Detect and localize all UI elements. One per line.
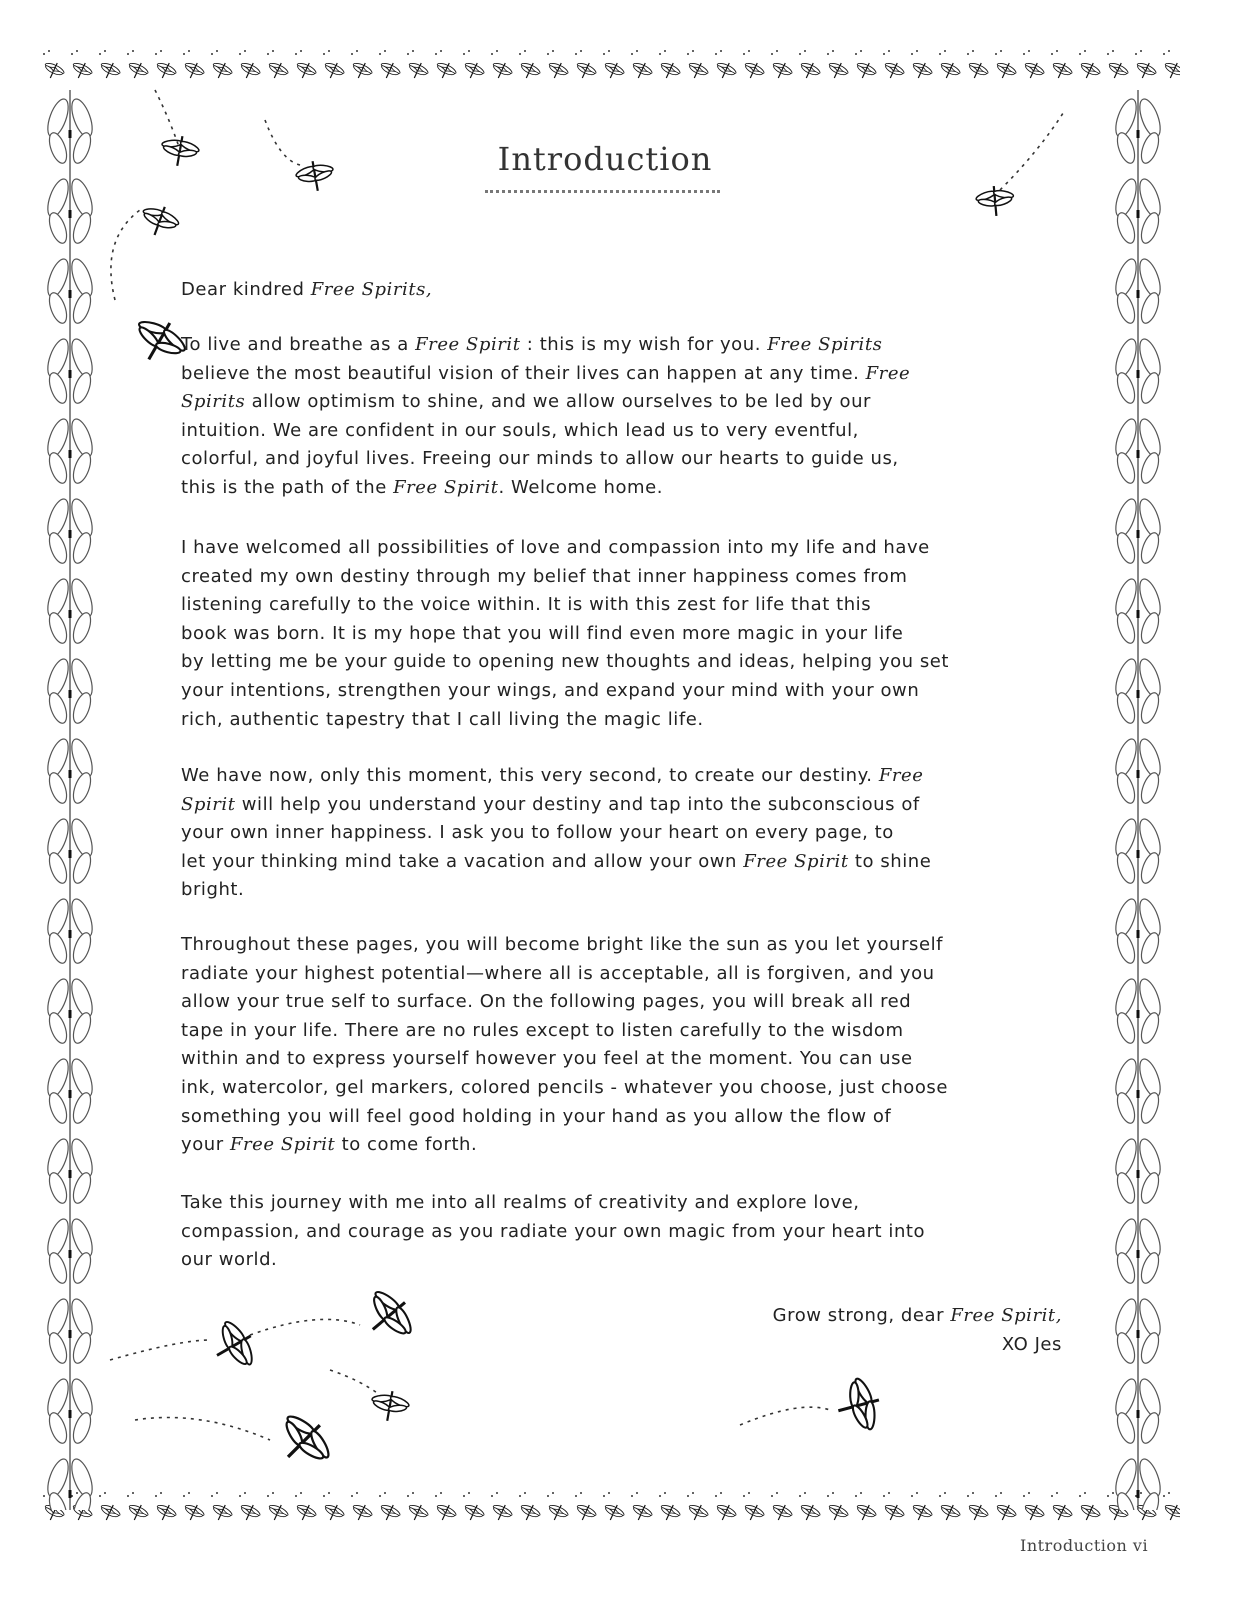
text-line <box>181 593 871 617</box>
text-run: tape in your life. There are no rules except to listen carefully to the wisdom <box>181 1020 904 1041</box>
text-run: will help you understand your destiny and tap into the subconscious of <box>235 794 920 815</box>
text-line <box>181 1191 860 1215</box>
text-line <box>181 278 432 302</box>
text-line <box>181 679 919 703</box>
page-title: Introduction <box>497 140 713 178</box>
text-line <box>181 1133 477 1157</box>
text-run: something you will feel good holding in your hand as you allow the flow of <box>181 1106 892 1127</box>
text-run: : this is my wish for you. <box>520 334 768 355</box>
signature: XO Jes <box>1001 1334 1062 1355</box>
text-run: your own inner happiness. I ask you to follow your heart on every page, to <box>181 822 894 843</box>
text-line <box>181 565 907 589</box>
text-run: colorful, and joyful lives. Freeing our minds to allow our hearts to guide us, <box>181 448 899 469</box>
text-line <box>181 1248 277 1272</box>
text-run: your <box>181 1134 230 1155</box>
emphasis-text: Free Spirits, <box>310 279 433 300</box>
text-run: your intentions, strengthen your wings, and expand your mind with your own <box>181 680 920 701</box>
text-line <box>181 821 894 845</box>
emphasis-text: Spirit <box>181 794 236 815</box>
text-run: compassion, and courage as you radiate your own magic from your heart into <box>181 1221 926 1242</box>
text-line <box>181 1076 948 1100</box>
text-line <box>181 1105 891 1129</box>
text-run: Grow strong, dear <box>772 1305 951 1326</box>
text-run: ink, watercolor, gel markers, colored pencils - whatever you choose, just choose <box>181 1077 948 1098</box>
text-run: Dear kindred <box>181 279 311 300</box>
text-run: let your thinking mind take a vacation and allow your own <box>181 851 744 872</box>
text-line <box>181 933 943 957</box>
text-line <box>181 333 882 357</box>
text-run: Take this journey with me into all realms of creativity and explore love, <box>181 1192 860 1213</box>
emphasis-text: Free Spirit <box>393 477 499 498</box>
text-line <box>181 390 871 414</box>
text-run: our world. <box>181 1249 278 1270</box>
text-run: To live and breathe as a <box>181 334 416 355</box>
text-run: book was born. It is my hope that you will find even more magic in your life <box>181 623 904 644</box>
emphasis-text: Free Spirit, <box>950 1305 1062 1326</box>
emphasis-text: Free <box>865 363 911 384</box>
title-underline <box>485 190 720 193</box>
text-line <box>181 622 903 646</box>
text-line <box>181 990 911 1014</box>
text-run: allow optimism to shine, and we allow ourselves to be led by our <box>245 391 871 412</box>
text-run: listening carefully to the voice within. It is with this zest for life that this <box>181 594 872 615</box>
emphasis-text: Free <box>878 765 924 786</box>
text-line <box>181 419 859 443</box>
text-run: radiate your highest potential—where all is acceptable, all is forgiven, and you <box>181 963 935 984</box>
text-line <box>181 708 704 732</box>
text-run: to shine <box>848 851 932 872</box>
text-line <box>181 362 910 386</box>
text-run: created my own destiny through my belief that inner happiness comes from <box>181 566 908 587</box>
emphasis-text: Free Spirit <box>743 851 849 872</box>
emphasis-text: Spirits <box>181 391 246 412</box>
text-run: to come forth. <box>335 1134 478 1155</box>
text-run: bright. <box>181 879 245 900</box>
text-run: believe the most beautiful vision of their lives can happen at any time. <box>181 363 866 384</box>
text-run: by letting me be your guide to opening new thoughts and ideas, helping you set <box>181 651 950 672</box>
text-line <box>181 536 930 560</box>
emphasis-text: Free Spirits <box>767 334 883 355</box>
text-run: We have now, only this moment, this very second, to create our destiny. <box>181 765 879 786</box>
text-line <box>181 764 923 788</box>
text-line <box>181 1019 904 1043</box>
text-line <box>181 850 931 874</box>
text-run: I have welcomed all possibilities of love and compassion into my life and have <box>181 537 930 558</box>
text-line <box>181 476 663 500</box>
text-run: this is the path of the <box>181 477 394 498</box>
text-line <box>181 650 949 674</box>
emphasis-text: Free Spirit <box>415 334 521 355</box>
emphasis-text: Free Spirit <box>229 1134 336 1155</box>
text-line <box>181 1047 913 1071</box>
text-line <box>181 962 935 986</box>
page-footer: Introduction vi <box>1020 1536 1149 1555</box>
text-run: within and to express yourself however you feel at the moment. You can use <box>181 1048 913 1069</box>
text-run: Throughout these pages, you will become bright like the sun as you let yourself <box>181 934 944 955</box>
text-line <box>181 1220 925 1244</box>
text-line <box>181 793 920 817</box>
text-run: allow your true self to surface. On the following pages, you will break all red <box>181 991 912 1012</box>
text-run: rich, authentic tapestry that I call living the magic life. <box>181 709 704 730</box>
text-line <box>181 878 244 902</box>
text-run: . Welcome home. <box>498 477 664 498</box>
text-line <box>773 1304 1062 1328</box>
text-line <box>181 447 899 471</box>
text-run: intuition. We are confident in our souls, which lead us to very eventful, <box>181 420 859 441</box>
